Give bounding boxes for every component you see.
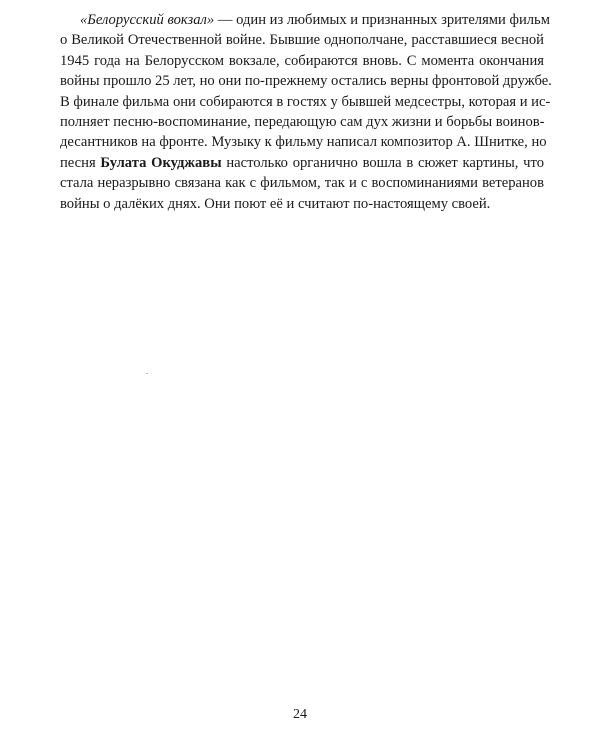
text-line: стала неразрывно связана как с фильмом, так и с воспоминаниями ветеранов — [60, 175, 544, 192]
text-line: о Великой Отечественной войне. Бывшие однополчане, расставшиеся весной — [60, 32, 544, 49]
text-line: войны прошло 25 лет, но они по-прежнему остались верны фронтовой дружбе. — [60, 73, 552, 90]
body-paragraph — [60, 10, 552, 214]
text-span: песня — [60, 154, 101, 171]
author-name: Булата Окуджавы — [100, 154, 222, 171]
text-line: 1945 года на Белорусском вокзале, собираются вновь. С момента окончания — [60, 52, 544, 69]
text-line: полняет песню-воспоминание, передающую сам дух жизни и борьбы воинов- — [60, 114, 545, 131]
text-line — [60, 10, 550, 30]
film-title: «Белорусский вокзал» — [80, 12, 215, 28]
text-span: настолько органично вошла в сюжет картины, что — [221, 154, 545, 171]
text-line: В финале фильма они собираются в гостях у бывшей медсестры, которая и ис- — [60, 93, 551, 110]
text-line: десантников на фронте. Музыку к фильму написал композитор А. Шнитке, но — [60, 134, 547, 151]
text-line — [60, 153, 544, 173]
page-number: 24 — [293, 707, 307, 722]
text-line: войны о далёких днях. Они поют её и считают по-настоящему своей. — [60, 195, 491, 212]
scan-speck — [146, 373, 148, 374]
text-span: — один из любимых и признанных зрителями фильм — [214, 12, 550, 28]
